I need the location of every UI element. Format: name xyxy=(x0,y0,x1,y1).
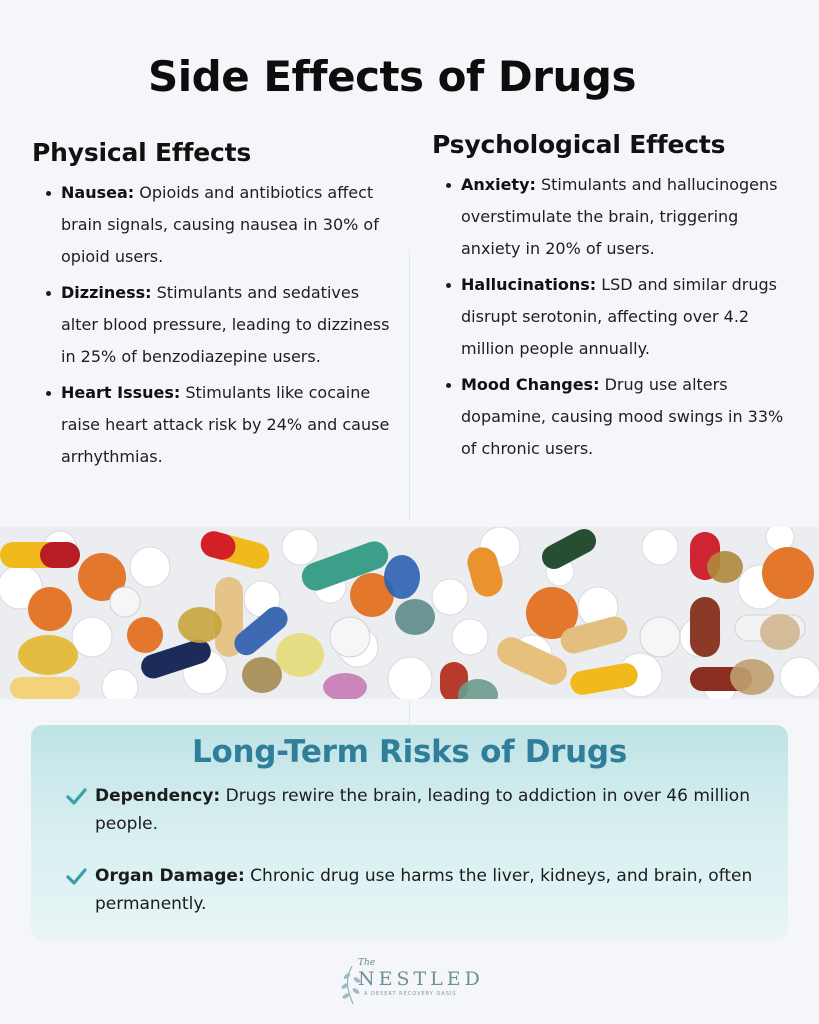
risk-item-dependency xyxy=(95,782,785,838)
item-term: Organ Damage: xyxy=(95,866,245,886)
physical-effects-list xyxy=(46,177,392,473)
item-text: Stimulants and hallucinogens overstimulate the brain, triggering anxiety in 20% of users. xyxy=(461,175,778,258)
item-text: Chronic drug use harms the liver, kidneys, and brain, often permanently. xyxy=(95,866,753,914)
list-item xyxy=(46,177,392,273)
item-text: Stimulants like cocaine raise heart attack risk by 24% and cause arrhythmias. xyxy=(61,383,390,466)
list-item xyxy=(446,169,792,265)
logo-the: The xyxy=(358,958,376,968)
item-term: Hallucinations: xyxy=(461,275,597,294)
logo-name: NESTLED xyxy=(358,968,484,990)
item-term: Heart Issues: xyxy=(61,383,181,402)
item-text: Drug use alters dopamine, causing mood swings in 33% of chronic users. xyxy=(461,375,784,458)
long-term-risks-heading: Long-Term Risks of Drugs xyxy=(192,734,627,770)
check-icon xyxy=(65,786,87,808)
item-term: Nausea: xyxy=(61,183,135,202)
list-item xyxy=(446,269,792,365)
check-icon xyxy=(65,866,87,888)
physical-effects-section xyxy=(32,138,392,477)
pills-photo xyxy=(0,527,819,699)
psychological-effects-heading: Psychological Effects xyxy=(432,130,726,159)
list-item xyxy=(446,369,792,465)
psychological-effects-section xyxy=(432,130,792,469)
column-divider xyxy=(409,250,410,520)
list-item xyxy=(46,277,392,373)
list-item xyxy=(46,377,392,473)
logo-tagline: A DESERT RECOVERY OASIS xyxy=(364,991,457,997)
item-term: Dependency: xyxy=(95,786,221,806)
page-title: Side Effects of Drugs xyxy=(148,52,636,101)
item-term: Anxiety: xyxy=(461,175,536,194)
column-divider-lower xyxy=(409,700,410,726)
item-term: Mood Changes: xyxy=(461,375,600,394)
item-text: LSD and similar drugs disrupt serotonin, affecting over 4.2 million people annually. xyxy=(461,275,777,358)
long-term-risks-box xyxy=(31,725,788,940)
nestled-logo xyxy=(338,958,488,1010)
item-text: Opioids and antibiotics affect brain signals, causing nausea in 30% of opioid users. xyxy=(61,183,379,266)
risk-item-organ-damage xyxy=(95,862,785,918)
item-text: Stimulants and sedatives alter blood pressure, leading to dizziness in 25% of benzodiazepine users. xyxy=(61,283,390,366)
psychological-effects-list xyxy=(446,169,792,465)
item-term: Dizziness: xyxy=(61,283,152,302)
physical-effects-heading: Physical Effects xyxy=(32,138,252,167)
item-text: Drugs rewire the brain, leading to addiction in over 46 million people. xyxy=(95,786,750,834)
pills-illustration xyxy=(0,527,819,699)
